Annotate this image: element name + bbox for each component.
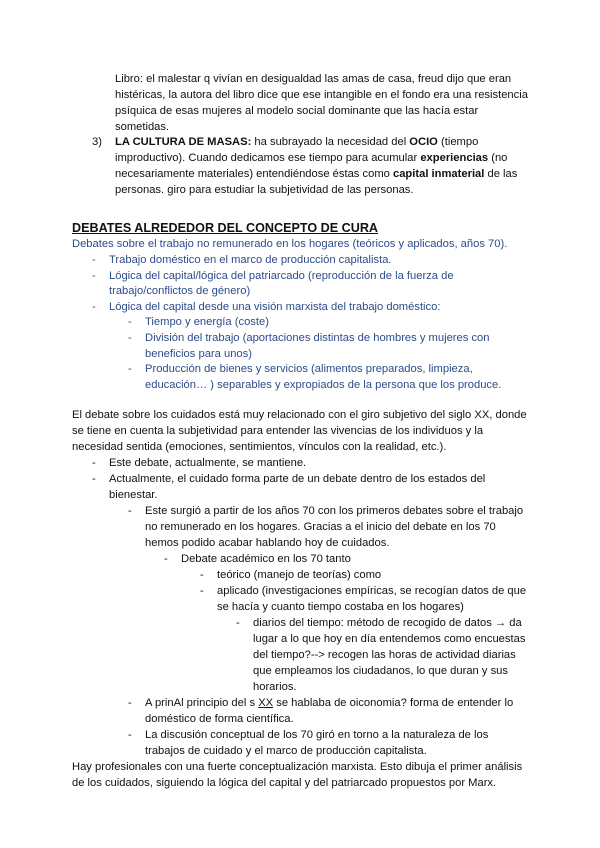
dash-bullet: -: [128, 332, 132, 344]
list-item: no remunerado en los hogares. Gracias a el inicio del debate en los 70: [145, 521, 496, 533]
item3-text: de las: [484, 168, 518, 180]
dash-bullet: -: [200, 569, 204, 581]
list-item: aplicado (investigaciones empíricas, se recogían datos de que: [217, 585, 527, 597]
item3-text: improductivo). Cuando dedicamos ese tiempo para acumular: [115, 152, 421, 164]
dash-bullet: -: [200, 585, 204, 597]
list-item: diarios del tiempo: método de recogido de datos → da: [253, 617, 522, 629]
intro-line: psíquica de esas mujeres al modelo social dominante que las hacía estar: [115, 105, 479, 117]
list-item: Trabajo doméstico en el marco de producción capitalista.: [109, 254, 392, 266]
dash-bullet: -: [164, 553, 168, 565]
paragraph-line: se tiene en cuenta la subjetividad para entender las vivencias de los individuos y la: [72, 425, 484, 437]
list-item: que empleamos los ciudadanos, lo que duran y sus: [253, 665, 508, 677]
dash-bullet: -: [128, 316, 132, 328]
dash-bullet: -: [128, 697, 132, 709]
list-item: División del trabajo (aportaciones distintas de hombres y mujeres con: [145, 332, 490, 344]
section-subtitle: Debates sobre el trabajo no remunerado en los hogares (teóricos y aplicados, años 70).: [72, 238, 508, 250]
item3-text: necesariamente materiales) entendiéndose éstas como: [115, 168, 393, 180]
paragraph-line: El debate sobre los cuidados está muy relacionado con el giro subjetivo del siglo XX, donde: [72, 409, 527, 421]
intro-line: histéricas, la autora del libro dice que ese intangible en el fondo era una resistencia: [115, 89, 528, 101]
item3-line1: [115, 134, 478, 150]
list-item: se hacía y cuanto tiempo costaba en los hogares): [217, 601, 464, 613]
dash-bullet: -: [92, 270, 96, 282]
section-heading: DEBATES ALREDEDOR DEL CONCEPTO DE CURA: [72, 221, 379, 235]
list-item: del tiempo?--> recogen las horas de actividad diarias: [253, 649, 516, 661]
list-item: Producción de bienes y servicios (alimentos preparados, limpieza,: [145, 363, 473, 375]
item3-capital: capital inmaterial: [392, 168, 485, 180]
paragraph-line: Hay profesionales con una fuerte conceptualización marxista. Esto dibuja el primer análisis: [72, 761, 523, 773]
list-item: educación… ) separables y expropiados de la persona que los produce.: [145, 379, 502, 391]
list-item: hemos podido acabar hablando hoy de cuidados.: [145, 537, 390, 549]
paragraph-line: de los cuidados, siguiendo la lógica del capital y del patriarcado propuestos por Marx.: [72, 777, 497, 789]
dash-bullet: -: [128, 729, 132, 741]
item3-text: (tiempo: [437, 136, 479, 148]
list-number: 3): [92, 136, 102, 148]
item3-title: LA CULTURA DE MASAS:: [115, 136, 252, 148]
dash-bullet: -: [128, 505, 132, 517]
item3-line3: [115, 166, 517, 182]
list-item: [145, 695, 513, 711]
item3-text: (no: [488, 152, 508, 164]
list-item: Este debate, actualmente, se mantiene.: [109, 457, 307, 469]
list-item: teórico (manejo de teorías) como: [217, 569, 382, 581]
list-item: Tiempo y energía (coste): [145, 316, 269, 328]
list-item: Debate académico en los 70 tanto: [181, 553, 351, 565]
century-xx: XX: [258, 697, 274, 709]
list-item-text: A prinAl principio del s: [145, 697, 259, 709]
dash-bullet: -: [92, 473, 96, 485]
dash-bullet: -: [128, 363, 132, 375]
item3-text: ha subrayado la necesidad del: [251, 136, 410, 148]
dash-bullet: -: [92, 301, 96, 313]
list-item: Lógica del capital desde una visión marxista del trabajo doméstico:: [109, 301, 441, 313]
list-item: Lógica del capital/lógica del patriarcado (reproducción de la fuerza de: [109, 270, 454, 282]
list-item: bienestar.: [109, 489, 158, 501]
dash-bullet: -: [92, 457, 96, 469]
paragraph-line: necesidad sentida (emociones, sentimientos, vínculos con la realidad, etc.).: [72, 441, 447, 453]
list-item: Actualmente, el cuidado forma parte de un debate dentro de los estados del: [109, 473, 486, 485]
item3-experiencias: experiencias: [420, 152, 489, 164]
list-item: beneficios para unos): [145, 348, 252, 360]
item3-line2: [115, 150, 507, 166]
list-item: trabajos de cuidado y el marco de producción capitalista.: [145, 745, 427, 757]
intro-line: Libro: el malestar q vivían en desigualdad las amas de casa, freud dijo que eran: [115, 73, 512, 85]
list-item-text: se hablaba de oiconomia? forma de entender lo: [273, 697, 514, 709]
item3-ocio: OCIO: [409, 136, 438, 148]
list-item: horarios.: [253, 681, 297, 693]
list-item: doméstico de forma científica.: [145, 713, 294, 725]
list-item: lugar a lo que hoy en día entendemos como encuestas: [253, 633, 526, 645]
dash-bullet: -: [236, 617, 240, 629]
list-item: trabajo/conflictos de género): [109, 285, 251, 297]
item3-line4: personas. giro para estudiar la subjetividad de las personas.: [115, 184, 414, 196]
dash-bullet: -: [92, 254, 96, 266]
list-item: La discusión conceptual de los 70 giró en torno a la naturaleza de los: [145, 729, 489, 741]
intro-line: sometidas.: [115, 121, 170, 133]
list-item: Este surgió a partir de los años 70 con los primeros debates sobre el trabajo: [145, 505, 524, 517]
